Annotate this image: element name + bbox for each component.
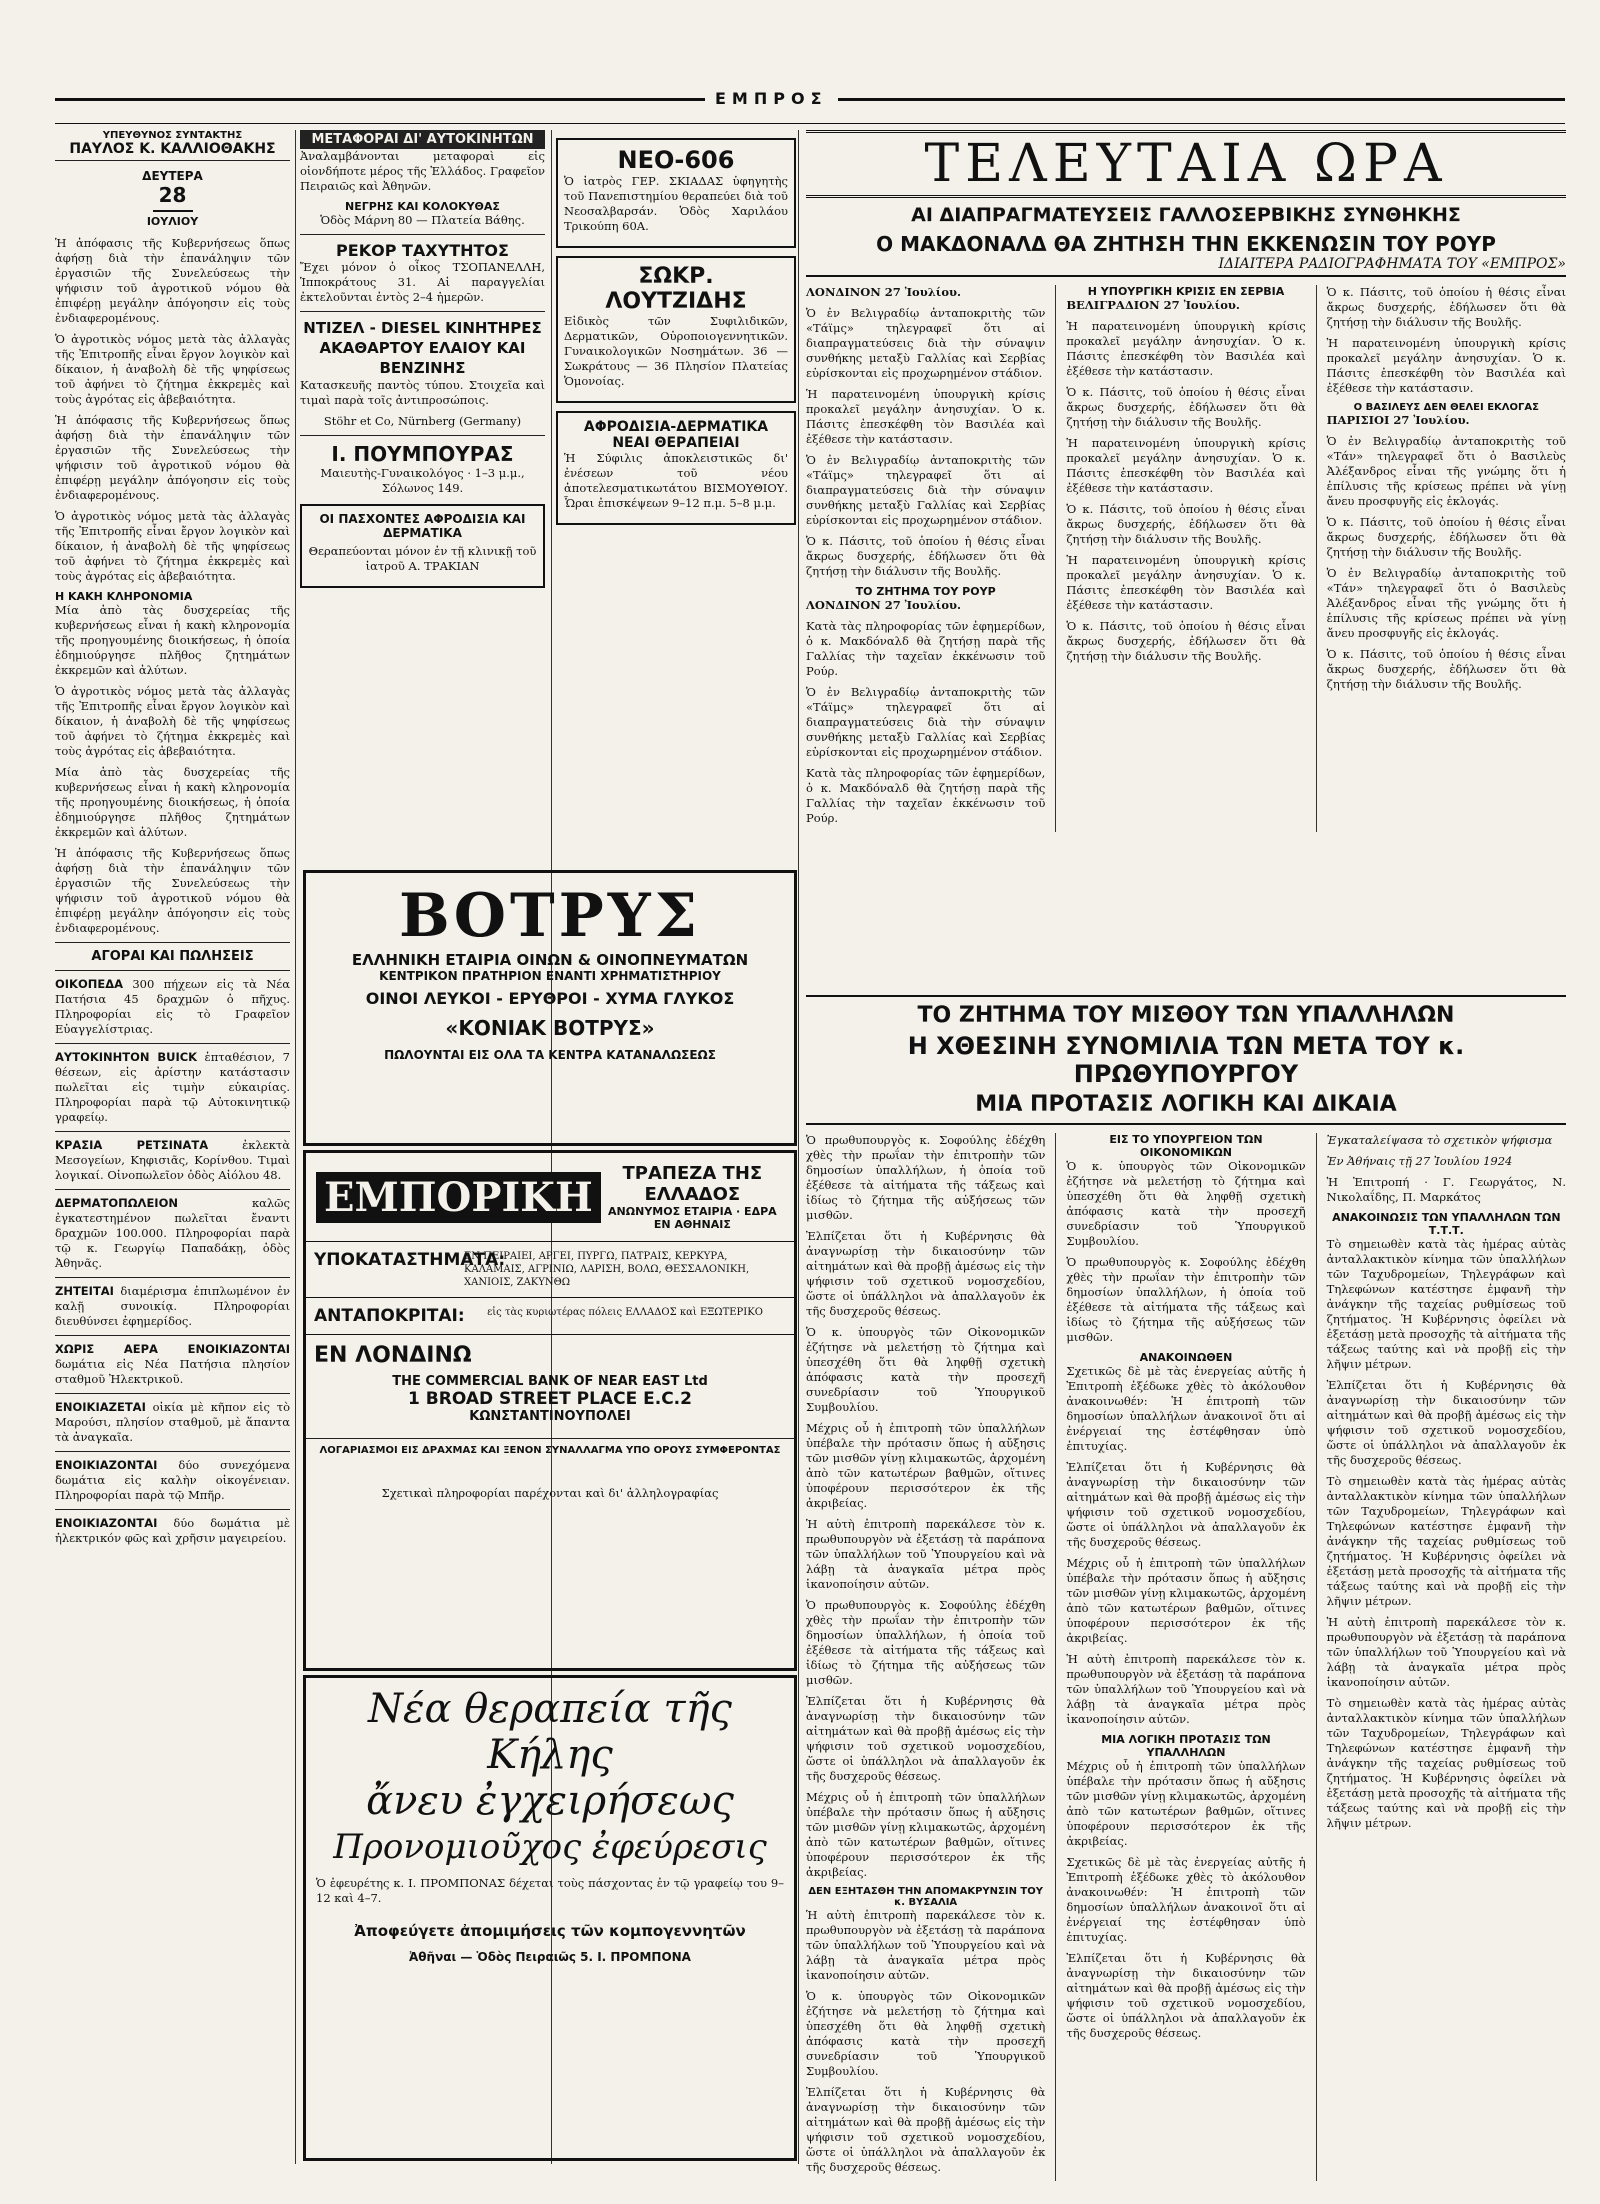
news-paragraph: Ὁ κ. Πάσιτς, τοῦ ὁποίου ἡ θέσις εἶναι ἄκρως δυσχερής, ἐδήλωσεν ὅτι θὰ ζητήσῃ τὴν διάλυσιν τῆς Βουλῆς.	[1066, 385, 1306, 429]
news-paragraph: Ὁ κ. Πάσιτς, τοῦ ὁποίου ἡ θέσις εἶναι ἄκρως δυσχερής, ἐδήλωσεν ὅτι θὰ ζητήσῃ τὴν διάλυσιν τῆς Βουλῆς.	[806, 534, 1046, 578]
ad-text: ΛΟΓΑΡΙΑΣΜΟΙ ΕΙΣ ΔΡΑΧΜΑΣ ΚΑΙ ΞΕΝΟΝ ΣΥΝΑΛΛΑΓΜΑ ΥΠΟ ΟΡΟΥΣ ΣΥΜΦΕΡΟΝΤΑΣ	[319, 1445, 781, 1456]
headline: ΑΙ ΔΙΑΠΡΑΓΜΑΤΕΥΣΕΙΣ ΓΑΛΛΟΣΕΡΒΙΚΗΣ ΣΥΝΘΗΚΗΣ	[911, 204, 1461, 226]
column-ads-right	[556, 130, 796, 850]
news-paragraph: Σχετικῶς δὲ μὲ τὰς ἐνεργείας αὐτῆς ἡ Ἐπιτροπὴ ἐξέδωκε χθὲς τὸ ἀκόλουθον ἀνακοινωθέν: Ἡ ἐπιτροπὴ τῶν δημοσίων ὑπαλλήλων ἀνακοινοῖ ὅτι αἱ ἐνέργειαί της ἐστέφθησαν ὑπὸ ἐπιτυχίας.	[1066, 1364, 1306, 1453]
ad-box	[556, 138, 796, 248]
classified-ad-text: ἐκλεκτὰ Μεσογείων, Κηφισιᾶς, Κορίνθου. Τιμαὶ λογικαί. Οἰνοπωλεῖον ὁδὸς Αἰόλου 48.	[55, 1138, 291, 1182]
classified-ad-heading: ΕΝΟΙΚΙΑΖΟΝΤΑΙ	[55, 1516, 158, 1530]
dateline: ΠΑΡΙΣΙΟΙ 27 Ἰουλίου.	[1326, 413, 1470, 427]
news-paragraph: Ὁ κ. Πάσιτς, τοῦ ὁποίου ἡ θέσις εἶναι ἄκρως δυσχερής, ἐδήλωσεν ὅτι θὰ ζητήσῃ τὴν διάλυσιν τῆς Βουλῆς.	[1326, 515, 1566, 559]
news-column	[806, 1133, 1045, 2181]
ad-heading: Ἀποφεύγετε ἀπομιμήσεις τῶν κομπογεννητῶν	[354, 1922, 746, 1940]
news-paragraph: Κατὰ τὰς πληροφορίας τῶν ἐφημερίδων, ὁ κ. Μακδόναλδ θὰ ζητήσῃ παρὰ τῆς Γαλλίας τὴν ταχεῖαν ἐκκένωσιν τοῦ Ρούρ.	[806, 619, 1046, 678]
news-paragraph: Ὁ κ. ὑπουργὸς τῶν Οἰκονομικῶν ἐζήτησε νὰ μελετήσῃ τὸ ζήτημα καὶ ὑπεσχέθη ὅτι θὰ ληφθῇ σχετικὴ ἀπόφασις κατὰ τὴν προσεχῆ συνεδρίασιν τοῦ Ὑπουργικοῦ Συμβουλίου.	[806, 1989, 1046, 2078]
date-divider	[153, 210, 193, 212]
ad-heading: ΤΡΑΠΕΖΑ ΤΗΣ ΕΛΛΑΔΟΣ	[622, 1163, 763, 1205]
ad-text: Σχετικαὶ πληροφορίαι παρέχονται καὶ δι' ἀλληλογραφίας	[381, 1486, 719, 1500]
ad-box	[303, 1675, 797, 2161]
news-column	[1327, 285, 1566, 832]
ad-text: ΠΩΛΟΥΝΤΑΙ ΕΙΣ ΟΛΑ ΤΑ ΚΕΝΤΡΑ ΚΑΤΑΝΑΛΩΣΕΩΣ	[384, 1048, 716, 1062]
divider	[55, 970, 290, 971]
editorial-paragraph: Μία ἀπὸ τὰς δυσχερείας τῆς κυβερνήσεως εἶναι ἡ κακὴ κληρονομία τῆς προηγουμένης διοικήσεως, ἡ ὁποία ἐδημιούργησε πλῆθος ζητημάτων ἐκκρεμῶν καὶ ἀλύτων.	[55, 603, 290, 677]
news-paragraph: Ὁ ἐν Βελιγραδίῳ ἀνταποκριτὴς τῶν «Τάϊμς» τηλεγραφεῖ ὅτι αἱ διαπραγματεύσεις διὰ τὴν σύναψιν συνθήκης μεταξὺ Γαλλίας καὶ Σερβίας εὑρίσκονται εἰς προχωρημένον στάδιον.	[806, 453, 1046, 527]
ad-text: Μαιευτὴς-Γυναικολόγος · 1–3 μ.μ., Σόλωνος 149.	[320, 466, 525, 495]
classified-ad	[55, 1284, 290, 1329]
divider	[300, 234, 545, 235]
news-paragraph: Ὁ κ. ὑπουργὸς τῶν Οἰκονομικῶν ἐζήτησε νὰ μελετήσῃ τὸ ζήτημα καὶ ὑπεσχέθη ὅτι θὰ ληφθῇ σχετικὴ ἀπόφασις κατὰ τὴν προσεχῆ συνεδρίασιν τοῦ Ὑπουργικοῦ Συμβουλίου.	[806, 1325, 1046, 1414]
bank-branches	[306, 1242, 794, 1298]
classified-ad-text: 300 πήχεων εἰς τὰ Νέα Πατήσια 45 δραχμῶν ὁ πῆχυς. Πληροφορίαι εἰς τὸ Γραφεῖον Εὐαγγελίστριας.	[55, 977, 291, 1036]
ad-heading: ἄνευ ἐγχειρήσεως	[366, 1778, 734, 1824]
editorial-paragraph: Ὁ ἀγροτικὸς νόμος μετὰ τὰς ἀλλαγὰς τῆς Ἐπιτροπῆς εἶναι ἔργον λογικὸν καὶ δίκαιον, ἡ ἀναβολὴ δὲ τῆς ψηφίσεως τοῦ ἀφήνει τὸ ζήτημα ἐκκρεμὲς καὶ τοὺς ἀγρότας εἰς ἀβεβαιότητα.	[55, 509, 290, 583]
news-paragraph: Ὁ κ. Πάσιτς, τοῦ ὁποίου ἡ θέσις εἶναι ἄκρως δυσχερής, ἐδήλωσεν ὅτι θὰ ζητήσῃ τὴν διάλυσιν τῆς Βουλῆς.	[1326, 647, 1566, 691]
ad-heading: ΕΝ ΛΟΝΔΙΝΩ	[314, 1343, 472, 1368]
ad-text: Ἔχει μόνον ὁ οἶκος ΤΣΟΠΑΝΕΛΛΗ, Ἱπποκράτους 31. Αἱ παραγγελίαι ἐκτελοῦνται ἐντὸς 2–4 ἡμερῶν.	[300, 260, 545, 304]
ad-text: Θεραπεύονται μόνον ἐν τῇ κλινικῇ τοῦ ἰατροῦ Α. ΤΡΑΚΙΑΝ	[308, 544, 537, 573]
classified-ad	[55, 1516, 290, 1546]
classified-ad-heading: ΕΝΟΙΚΙΑΖΟΝΤΑΙ	[55, 1458, 158, 1472]
ad-text: ΑΝΩΝΥΜΟΣ ΕΤΑΙΡΙΑ · ΕΔΡΑ ΕΝ ΑΘΗΝΑΙΣ	[608, 1205, 777, 1231]
news-paragraph: Ἐγκαταλείψασα τὸ σχετικὸν ψήφισμα	[1326, 1133, 1553, 1147]
ad-heading: ΟΙ ΠΑΣΧΟΝΤΕΣ ΑΦΡΟΔΙΣΙΑ ΚΑΙ ΔΕΡΜΑΤΙΚΑ	[319, 512, 526, 540]
column-rule	[798, 130, 799, 2164]
headline: ΤΟ ΖΗΤΗΜΑ ΤΟΥ ΜΙΣΘΟΥ ΤΩΝ ΥΠΑΛΛΗΛΩΝ	[917, 1003, 1455, 1028]
ad-text: ΚΩΝΣΤΑΝΤΙΝΟΥΠΟΛΕΙ	[469, 1409, 631, 1424]
headline: ΜΙΑ ΠΡΟΤΑΣΙΣ ΛΟΓΙΚΗ ΚΑΙ ΔΙΚΑΙΑ	[806, 1092, 1566, 1125]
classified-ad-text: ἑπταθέσιον, 7 θέσεων, εἰς ἀρίστην κατάστασιν πωλεῖται εἰς τιμὴν εὐκαιρίας. Πληροφορίαι παρὰ τῷ Αὐτοκινητικῷ γραφείῳ.	[55, 1050, 290, 1124]
salary-section	[806, 995, 1566, 2174]
news-paragraph: Ὁ κ. Πάσιτς, τοῦ ὁποίου ἡ θέσις εἶναι ἄκρως δυσχερής, ἐδήλωσεν ὅτι θὰ ζητήσῃ τὴν διάλυσιν τῆς Βουλῆς.	[1066, 502, 1306, 546]
ad-heading: ΝΤΙΖΕΛ - DIESEL ΚΙΝΗΤΗΡΕΣ ΑΚΑΘΑΡΤΟΥ ΕΛΑΙΟΥ ΚΑΙ ΒΕΝΖΙΝΗΣ	[303, 319, 542, 377]
news-paragraph: Ὁ κ. Πάσιτς, τοῦ ὁποίου ἡ θέσις εἶναι ἄκρως δυσχερής, ἐδήλωσεν ὅτι θὰ ζητήσῃ τὴν διάλυσιν τῆς Βουλῆς.	[1326, 285, 1566, 329]
classified-ad	[55, 1458, 290, 1503]
news-paragraph: Ἡ Ἐπιτροπή · Γ. Γεωργάτος, Ν. Νικολαΐδης, Π. Μαρκάτος	[1326, 1175, 1566, 1204]
news-paragraph: Μέχρις οὗ ἡ ἐπιτροπὴ τῶν ὑπαλλήλων ὑπέβαλε τὴν πρότασιν ὅπως ἡ αὔξησις τῶν μισθῶν γίνῃ κλιμακωτῶς, ἀρχομένη ἀπὸ τῶν κατωτέρων βαθμῶν, οἵτινες ὑποφέρουν περισσότερον ἐκ τῆς ἀκριβείας.	[1066, 1759, 1306, 1848]
bank-title	[601, 1163, 784, 1231]
ad-heading: ΜΕΤΑΦΟΡΑΙ ΔΙ' ΑΥΤΟΚΙΝΗΤΩΝ	[300, 130, 545, 149]
section-title: ΤΕΛΕΥΤΑΙΑ ΩΡΑ	[806, 130, 1566, 198]
ad-text: 1 BROAD STREET PLACE E.C.2	[408, 1389, 692, 1409]
ad-text: THE COMMERCIAL BANK OF NEAR EAST Ltd	[392, 1374, 708, 1389]
divider	[55, 942, 290, 943]
divider	[55, 1451, 290, 1452]
classified-ad-heading: ΕΝΟΙΚΙΑΖΕΤΑΙ	[55, 1400, 146, 1414]
news-column	[1066, 285, 1305, 832]
news-column	[806, 285, 1045, 832]
bank-agents	[306, 1298, 794, 1335]
section-heading: ΑΝΑΚΟΙΝΩΘΕΝ	[1139, 1351, 1233, 1364]
divider	[55, 1043, 290, 1044]
issue-month: ΙΟΥΛΙΟΥ	[146, 215, 199, 228]
ad-text: Ἀθῆναι — Ὁδὸς Πειραιῶς 5. Ι. ΠΡΟΜΠΟΝΑ	[409, 1950, 691, 1964]
ad-box	[556, 256, 796, 403]
ad-text: Κατασκευῆς παντὸς τύπου. Στοιχεῖα καὶ τιμαὶ παρὰ τοῖς ἀντιπροσώποις.	[300, 378, 545, 407]
section-heading: ΤΟ ΖΗΤΗΜΑ ΤΟΥ ΡΟΥΡ	[855, 585, 996, 598]
column-editorial	[55, 130, 290, 2164]
classified-ad-heading: ΟΙΚΟΠΕΔΑ	[55, 977, 124, 991]
news-paragraph: Ὁ κ. ὑπουργὸς τῶν Οἰκονομικῶν ἐζήτησε νὰ μελετήσῃ τὸ ζήτημα καὶ ὑπεσχέθη ὅτι θὰ ληφθῇ σχετικὴ ἀπόφασις κατὰ τὴν προσεχῆ συνεδρίασιν τοῦ Ὑπουργικοῦ Συμβουλίου.	[1066, 1159, 1306, 1248]
classified-ad-heading: ΔΕΡΜΑΤΟΠΩΛΕΙΟΝ	[55, 1196, 178, 1210]
ad-heading: Ι. ΠΟΥΜΠΟΥΡΑΣ	[331, 442, 514, 466]
ad-heading: ΕΛΛΗΝΙΚΗ ΕΤΑΙΡΙΑ ΟΙΝΩΝ & ΟΙΝΟΠΝΕΥΜΑΤΩΝ	[351, 951, 749, 969]
news-paragraph: Ὁ πρωθυπουργὸς κ. Σοφούλης ἐδέχθη χθὲς τὴν πρωΐαν τὴν ἐπιτροπὴν τῶν δημοσίων ὑπαλλήλων, ἡ ὁποία τοῦ ἐξέθεσε τὰ αἰτήματα τῆς τάξεως καὶ ἰδίως τὸ ζήτημα τῆς αὐξήσεως τῶν μισθῶν.	[1066, 1255, 1306, 1344]
column-rule	[1316, 1133, 1317, 2181]
news-paragraph: Ἡ αὐτὴ ἐπιτροπὴ παρεκάλεσε τὸν κ. πρωθυπουργὸν νὰ ἐξετάσῃ τὰ παράπονα τῶν ὑπαλλήλων τοῦ Ὑπουργείου καὶ νὰ λάβῃ τὰ ἀναγκαῖα μέτρα πρὸς ἱκανοποίησιν αὐτῶν.	[806, 1517, 1046, 1591]
column-rule	[1316, 285, 1317, 832]
classified-ad-text: δωμάτια εἰς Νέα Πατήσια πλησίον σταθμοῦ Ἠλεκτρικοῦ.	[55, 1357, 290, 1386]
subheadline: ΙΔΙΑΙΤΕΡΑ ΡΑΔΙΟΓΡΑΦΗΜΑΤΑ ΤΟΥ «ΕΜΠΡΟΣ»	[806, 256, 1566, 277]
news-paragraph: Ἡ παρατεινομένη ὑπουργικὴ κρίσις προκαλεῖ μεγάλην ἀνησυχίαν. Ὁ κ. Πάσιτς ἐπεσκέφθη τὸν Βασιλέα καὶ ἐξέθεσε τὴν κατάστασιν.	[1066, 553, 1306, 612]
news-paragraph: Ἐλπίζεται ὅτι ἡ Κυβέρνησις θὰ ἀναγνωρίσῃ τὴν δικαιοσύνην τῶν αἰτημάτων καὶ θὰ προβῇ ἀμέσως εἰς τὴν ψήφισιν τοῦ σχετικοῦ νομοσχεδίου, ὥστε οἱ ὑπάλληλοι νὰ ἀπαλλαγοῦν ἐκ τῆς δυσχεροῦς θέσεως.	[1326, 1378, 1566, 1467]
ad-heading: ΣΩΚΡ. ΛΟΥΤΖΙΔΗΣ	[605, 264, 747, 314]
ad-heading: ΑΝΤΑΠΟΚΡΙΤΑΙ:	[314, 1306, 465, 1326]
classified-ad	[55, 1138, 290, 1183]
news-paragraph: Τὸ σημειωθὲν κατὰ τὰς ἡμέρας αὐτὰς ἀνταλλακτικὸν κίνημα τῶν ὑπαλλήλων τῶν Ταχυδρομείων, Τηλεγράφων καὶ Τηλεφώνων κατέστησε ἐμφανῆ τὴν ἀνάγκην τῆς ταχείας ρυθμίσεως τοῦ ζητήματος. Ἡ Κυβέρνησις ὀφείλει νὰ ἐξετάσῃ μετὰ προσοχῆς τὰ αἰτήματα τῆς τάξεως ταύτης καὶ νὰ προβῇ εἰς τὴν λῆψιν μέτρων.	[1326, 1696, 1566, 1830]
classified-ad-text: οἰκία μὲ κῆπον εἰς τὸ Μαρούσι, πλησίον σταθμοῦ, μὲ ἅπαντα τὰ ἀναγκαῖα.	[55, 1400, 291, 1444]
classified-ad-text: δύο συνεχόμενα δωμάτια εἰς καλὴν οἰκογένειαν. Πληροφορίαι παρὰ τῷ Μπῆρ.	[55, 1458, 290, 1502]
news-paragraph: Σχετικῶς δὲ μὲ τὰς ἐνεργείας αὐτῆς ἡ Ἐπιτροπὴ ἐξέδωκε χθὲς τὸ ἀκόλουθον ἀνακοινωθέν: Ἡ ἐπιτροπὴ τῶν δημοσίων ὑπαλλήλων ἀνακοινοῖ ὅτι αἱ ἐνέργειαί της ἐστέφθησαν ὑπὸ ἐπιτυχίας.	[1066, 1855, 1306, 1944]
news-paragraph: Ἡ παρατεινομένη ὑπουργικὴ κρίσις προκαλεῖ μεγάλην ἀνησυχίαν. Ὁ κ. Πάσιτς ἐπεσκέφθη τὸν Βασιλέα καὶ ἐξέθεσε τὴν κατάστασιν.	[1326, 336, 1566, 395]
classified-ad	[55, 977, 290, 1037]
ad-box	[303, 870, 797, 1146]
news-paragraph: Τὸ σημειωθὲν κατὰ τὰς ἡμέρας αὐτὰς ἀνταλλακτικὸν κίνημα τῶν ὑπαλλήλων τῶν Ταχυδρομείων, Τηλεγράφων καὶ Τηλεφώνων κατέστησε ἐμφανῆ τὴν ἀνάγκην τῆς ταχείας ρυθμίσεως τοῦ ζητήματος. Ἡ Κυβέρνησις ὀφείλει νὰ ἐξετάσῃ μετὰ προσοχῆς τὰ αἰτήματα τῆς τάξεως ταύτης καὶ νὰ προβῇ εἰς τὴν λῆψιν μέτρων.	[1326, 1474, 1566, 1608]
ad-heading: Προνομιοῦχος ἐφεύρεσις	[333, 1827, 767, 1867]
ad-heading: Νέα θεραπεία τῆς Κήλης	[368, 1686, 732, 1778]
divider	[300, 311, 545, 312]
dateline: ΒΕΛΙΓΡΑΔΙΟΝ 27 Ἰουλίου.	[1066, 298, 1240, 312]
news-paragraph: Ἐλπίζεται ὅτι ἡ Κυβέρνησις θὰ ἀναγνωρίσῃ τὴν δικαιοσύνην τῶν αἰτημάτων καὶ θὰ προβῇ ἀμέσως εἰς τὴν ψήφισιν τοῦ σχετικοῦ νομοσχεδίου, ὥστε οἱ ὑπάλληλοι νὰ ἀπαλλαγοῦν ἐκ τῆς δυσχεροῦς θέσεως.	[1066, 1460, 1306, 1549]
divider	[55, 1335, 290, 1336]
news-paragraph: Ἐλπίζεται ὅτι ἡ Κυβέρνησις θὰ ἀναγνωρίσῃ τὴν δικαιοσύνην τῶν αἰτημάτων καὶ θὰ προβῇ ἀμέσως εἰς τὴν ψήφισιν τοῦ σχετικοῦ νομοσχεδίου, ὥστε οἱ ὑπάλληλοι νὰ ἀπαλλαγοῦν ἐκ τῆς δυσχεροῦς θέσεως.	[806, 2085, 1046, 2174]
divider	[55, 1131, 290, 1132]
bank-london	[306, 1335, 794, 1432]
news-paragraph: Τὸ σημειωθὲν κατὰ τὰς ἡμέρας αὐτὰς ἀνταλλακτικὸν κίνημα τῶν ὑπαλλήλων τῶν Ταχυδρομείων, Τηλεγράφων καὶ Τηλεφώνων κατέστησε ἐμφανῆ τὴν ἀνάγκην τῆς ταχείας ρυθμίσεως τοῦ ζητήματος. Ἡ Κυβέρνησις ὀφείλει νὰ ἐξετάσῃ μετὰ προσοχῆς τὰ αἰτήματα τῆς τάξεως ταύτης καὶ νὰ προβῇ εἰς τὴν λῆψιν μέτρων.	[1326, 1237, 1566, 1371]
news-paragraph: Ἐλπίζεται ὅτι ἡ Κυβέρνησις θὰ ἀναγνωρίσῃ τὴν δικαιοσύνην τῶν αἰτημάτων καὶ θὰ προβῇ ἀμέσως εἰς τὴν ψήφισιν τοῦ σχετικοῦ νομοσχεδίου, ὥστε οἱ ὑπάλληλοι νὰ ἀπαλλαγοῦν ἐκ τῆς δυσχεροῦς θέσεως.	[806, 1694, 1046, 1783]
divider	[306, 1438, 794, 1439]
news-paragraph: Ἡ αὐτὴ ἐπιτροπὴ παρεκάλεσε τὸν κ. πρωθυπουργὸν νὰ ἐξετάσῃ τὰ παράπονα τῶν ὑπαλλήλων τοῦ Ὑπουργείου καὶ νὰ λάβῃ τὰ ἀναγκαῖα μέτρα πρὸς ἱκανοποίησιν αὐτῶν.	[806, 1908, 1046, 1982]
news-paragraph: Ἡ παρατεινομένη ὑπουργικὴ κρίσις προκαλεῖ μεγάλην ἀνησυχίαν. Ὁ κ. Πάσιτς ἐπεσκέφθη τὸν Βασιλέα καὶ ἐξέθεσε τὴν κατάστασιν.	[1066, 436, 1306, 495]
classified-ad-text: διαμέρισμα ἐπιπλωμένον ἐν καλῇ συνοικίᾳ. Πληροφορίαι διευθύνσει ἐφημερίδος.	[55, 1284, 290, 1328]
column-rule	[295, 130, 296, 2164]
classified-ad	[55, 1342, 290, 1387]
news-paragraph: Ἡ παρατεινομένη ὑπουργικὴ κρίσις προκαλεῖ μεγάλην ἀνησυχίαν. Ὁ κ. Πάσιτς ἐπεσκέφθη τὸν Βασιλέα καὶ ἐξέθεσε τὴν κατάστασιν.	[1066, 319, 1306, 378]
ad-text: Ὁ ἰατρὸς ΓΕΡ. ΣΚΙΑΔΑΣ ὑφηγητὴς τοῦ Πανεπιστημίου θεραπεύει διὰ τοῦ Νεοσαλβαρσάν. Ὁδὸς Χαριλάου Τρικούπη 60Α.	[564, 174, 788, 233]
classified-ad	[55, 1050, 290, 1125]
ad-text: Ἀναλαμβάνονται μεταφοραὶ εἰς οἱονδήποτε μέρος τῆς Ἑλλάδος. Γραφεῖον Πειραιῶς καὶ Ἀθηνῶν.	[300, 149, 545, 193]
classified-ad	[55, 1196, 290, 1271]
ad-text: Stöhr et Co, Nürnberg (Germany)	[323, 414, 522, 428]
issue-day: ΔΕΥΤΕΡΑ	[142, 169, 203, 183]
headline: Η ΧΘΕΣΙΝΗ ΣΥΝΟΜΙΛΙΑ ΤΩΝ ΜΕΤΑ ΤΟΥ κ. ΠΡΩΘΥΠΟΥΡΓΟΥ	[907, 1032, 1465, 1088]
news-paragraph: Ἡ αὐτὴ ἐπιτροπὴ παρεκάλεσε τὸν κ. πρωθυπουργὸν νὰ ἐξετάσῃ τὰ παράπονα τῶν ὑπαλλήλων τοῦ Ὑπουργείου καὶ νὰ λάβῃ τὰ ἀναγκαῖα μέτρα πρὸς ἱκανοποίησιν αὐτῶν.	[1066, 1652, 1306, 1726]
news-paragraph: Ἡ παρατεινομένη ὑπουργικὴ κρίσις προκαλεῖ μεγάλην ἀνησυχίαν. Ὁ κ. Πάσιτς ἐπεσκέφθη τὸν Βασιλέα καὶ ἐξέθεσε τὴν κατάστασιν.	[806, 387, 1046, 446]
section-heading: ΕΙΣ ΤΟ ΥΠΟΥΡΓΕΙΟΝ ΤΩΝ ΟΙΚΟΝΟΜΙΚΩΝ	[1109, 1133, 1263, 1159]
divider	[300, 435, 545, 436]
news-column	[1066, 1133, 1305, 2181]
editorial-paragraph: Ἡ ἀπόφασις τῆς Κυβερνήσεως ὅπως ἀφήσῃ διὰ τὴν ἐπανάληψιν τῶν ἐργασιῶν τῆς Συνελεύσεως τὴν ψήφισιν τοῦ ἀγροτικοῦ νόμου θὰ ἐπιφέρῃ μεγάλην ἀπόγοησιν εἰς τοὺς ἐνδιαφερομένους.	[55, 236, 290, 325]
ad-heading: ΕΜΠΟΡΙΚΗ	[316, 1172, 601, 1223]
news-column	[1327, 1133, 1566, 2181]
news-paragraph: Ὁ πρωθυπουργὸς κ. Σοφούλης ἐδέχθη χθὲς τὴν πρωΐαν τὴν ἐπιτροπὴν τῶν δημοσίων ὑπαλλήλων, ἡ ὁποία τοῦ ἐξέθεσε τὰ αἰτήματα τῆς τάξεως καὶ ἰδίως τὸ ζήτημα τῆς αὐξήσεως τῶν μισθῶν.	[806, 1133, 1046, 1222]
news-paragraph: Ὁ ἐν Βελιγραδίῳ ἀνταποκριτὴς τῶν «Τάϊμς» τηλεγραφεῖ ὅτι αἱ διαπραγματεύσεις διὰ τὴν σύναψιν συνθήκης μεταξὺ Γαλλίας καὶ Σερβίας εὑρίσκονται εἰς προχωρημένον στάδιον.	[806, 306, 1046, 380]
news-paragraph: Ὁ ἐν Βελιγραδίῳ ἀνταποκριτὴς τῶν «Τάϊμς» τηλεγραφεῖ ὅτι αἱ διαπραγματεύσεις διὰ τὴν σύναψιν συνθήκης μεταξὺ Γαλλίας καὶ Σερβίας εὑρίσκονται εἰς προχωρημένον στάδιον.	[806, 685, 1046, 759]
news-columns	[806, 285, 1566, 832]
dateline: ΛΟΝΔΙΝΟΝ 27 Ἰουλίου.	[806, 598, 961, 612]
ad-heading: ΥΠΟΚΑΤΑΣΤΗΜΑΤΑ:	[314, 1250, 506, 1270]
editor-name: ΠΑΥΛΟΣ Κ. ΚΑΛΛΙΟΘΑΚΗΣ	[55, 141, 290, 161]
column-rule	[1055, 1133, 1056, 2181]
section-heading: Η ΚΑΚΗ ΚΛΗΡΟΝΟΜΙΑ	[55, 590, 193, 603]
classified-ad-text: καλῶς ἐγκατεστημένον πωλεῖται ἔναντι δραχμῶν 100.000. Πληροφορίαι παρὰ τῷ κ. Γεωργίῳ Παπαδάκῃ, ὁδὸς Ἀθηνᾶς.	[55, 1196, 290, 1270]
news-paragraph: Ἡ αὐτὴ ἐπιτροπὴ παρεκάλεσε τὸν κ. πρωθυπουργὸν νὰ ἐξετάσῃ τὰ παράπονα τῶν ὑπαλλήλων τοῦ Ὑπουργείου καὶ νὰ λάβῃ τὰ ἀναγκαῖα μέτρα πρὸς ἱκανοποίησιν αὐτῶν.	[1326, 1615, 1566, 1689]
news-paragraph: Ὁ κ. Πάσιτς, τοῦ ὁποίου ἡ θέσις εἶναι ἄκρως δυσχερής, ἐδήλωσεν ὅτι θὰ ζητήσῃ τὴν διάλυσιν τῆς Βουλῆς.	[1066, 619, 1306, 663]
news-columns	[806, 1133, 1566, 2181]
ad-text: ΕΝ ΠΕΙΡΑΙΕΙ, ΑΡΓΕΙ, ΠΥΡΓΩ, ΠΑΤΡΑΙΣ, ΚΕΡΚΥΡΑ, ΚΑΛΑΜΑΙΣ, ΑΓΡΙΝΙΩ, ΛΑΡΙΣΗ, ΒΟΛΩ, ΘΕΣΣΑΛΟΝΙΚΗ, ΧΑΝΙΟΙΣ, ΖΑΚΥΝΘΩ	[464, 1251, 750, 1288]
news-paragraph: Μέχρις οὗ ἡ ἐπιτροπὴ τῶν ὑπαλλήλων ὑπέβαλε τὴν πρότασιν ὅπως ἡ αὔξησις τῶν μισθῶν γίνῃ κλιμακωτῶς, ἀρχομένη ἀπὸ τῶν κατωτέρων βαθμῶν, οἵτινες ὑποφέρουν περισσότερον ἐκ τῆς ἀκριβείας.	[806, 1790, 1046, 1879]
editor-title: ΥΠΕΥΘΥΝΟΣ ΣΥΝΤΑΚΤΗΣ	[102, 130, 243, 141]
ad-box	[556, 411, 796, 525]
divider	[55, 1393, 290, 1394]
ad-heading: ΒΟΤΡΥΣ	[399, 881, 701, 951]
classified-ad	[55, 1400, 290, 1445]
ad-text: Ὁδὸς Μάρνη 80 — Πλατεία Βάθης.	[320, 213, 525, 227]
ad-heading: ΝΕΓΡΗΣ ΚΑΙ ΚΟΛΟΚΥΘΑΣ	[345, 200, 500, 213]
ad-box	[303, 1150, 797, 1671]
divider	[55, 1189, 290, 1190]
editorial-paragraph: Μία ἀπὸ τὰς δυσχερείας τῆς κυβερνήσεως εἶναι ἡ κακὴ κληρονομία τῆς προηγουμένης διοικήσεως, ἡ ὁποία ἐδημιούργησε πλῆθος ζητημάτων ἐκκρεμῶν καὶ ἀλύτων.	[55, 765, 290, 839]
editorial-paragraph: Ὁ ἀγροτικὸς νόμος μετὰ τὰς ἀλλαγὰς τῆς Ἐπιτροπῆς εἶναι ἔργον λογικὸν καὶ δίκαιον, ἡ ἀναβολὴ δὲ τῆς ψηφίσεως τοῦ ἀφήνει τὸ ζήτημα ἐκκρεμὲς καὶ τοὺς ἀγρότας εἰς ἀβεβαιότητα.	[55, 684, 290, 758]
editorial-paragraph: Ἡ ἀπόφασις τῆς Κυβερνήσεως ὅπως ἀφήσῃ διὰ τὴν ἐπανάληψιν τῶν ἐργασιῶν τῆς Συνελεύσεως τὴν ψήφισιν τοῦ ἀγροτικοῦ νόμου θὰ ἐπιφέρῃ μεγάλην ἀπόγοησιν εἰς τοὺς ἐνδιαφερομένους.	[55, 846, 290, 935]
section-heading: ΔΕΝ ΕΞΗΤΑΣΘΗ ΤΗΝ ΑΠΟΜΑΚΡΥΝΣΙΝ ΤΟΥ κ. ΒΥΣΑΛΙΑ	[808, 1886, 1043, 1908]
section-heading: ΑΝΑΚΟΙΝΩΣΙΣ ΤΩΝ ΥΠΑΛΛΗΛΩΝ ΤΩΝ Τ.Τ.Τ.	[1332, 1211, 1561, 1237]
news-paragraph: Ἐλπίζεται ὅτι ἡ Κυβέρνησις θὰ ἀναγνωρίσῃ τὴν δικαιοσύνην τῶν αἰτημάτων καὶ θὰ προβῇ ἀμέσως εἰς τὴν ψήφισιν τοῦ σχετικοῦ νομοσχεδίου, ὥστε οἱ ὑπάλληλοι νὰ ἀπαλλαγοῦν ἐκ τῆς δυσχεροῦς θέσεως.	[1066, 1951, 1306, 2040]
last-hour-section	[806, 130, 1566, 980]
issue-date: 28	[158, 183, 187, 207]
column-rule	[1055, 285, 1056, 832]
news-paragraph: Ἐν Ἀθήναις τῇ 27 Ἰουλίου 1924	[1326, 1154, 1513, 1168]
news-paragraph: Ὁ ἐν Βελιγραδίῳ ἀνταποκριτὴς τοῦ «Τάν» τηλεγραφεῖ ὅτι ὁ Βασιλεὺς Ἀλέξανδρος εἶναι τῆς γνώμης ὅτι ἡ ἐπίλυσις τῆς κρίσεως πρέπει νὰ γίνῃ ἄνευ προσφυγῆς εἰς ἐκλογάς.	[1326, 566, 1566, 640]
ad-text: εἰς τὰς κυριωτέρας πόλεις ΕΛΛΑΔΟΣ καὶ ΕΞΩΤΕΡΙΚΟ	[487, 1307, 763, 1318]
classified-ad-heading: ΑΥΤΟΚΙΝΗΤΟΝ BUICK	[55, 1050, 198, 1064]
news-paragraph: Ὁ ἐν Βελιγραδίῳ ἀνταποκριτὴς τοῦ «Τάν» τηλεγραφεῖ ὅτι ὁ Βασιλεὺς Ἀλέξανδρος εἶναι τῆς γνώμης ὅτι ἡ ἐπίλυσις τῆς κρίσεως πρέπει νὰ γίνῃ ἄνευ προσφυγῆς εἰς ἐκλογάς.	[1326, 434, 1566, 508]
dateline: ΛΟΝΔΙΝΟΝ 27 Ἰουλίου.	[806, 285, 961, 299]
editorial-paragraph: Ὁ ἀγροτικὸς νόμος μετὰ τὰς ἀλλαγὰς τῆς Ἐπιτροπῆς εἶναι ἔργον λογικὸν καὶ δίκαιον, ἡ ἀναβολὴ δὲ τῆς ψηφίσεως τοῦ ἀφήνει τὸ ζήτημα ἐκκρεμὲς καὶ τοὺς ἀγρότας εἰς ἀβεβαιότητα.	[55, 332, 290, 406]
bank-header	[306, 1153, 794, 1242]
ad-heading: ΝΕΟ-606	[617, 146, 735, 174]
ad-text: Εἰδικὸς τῶν Συφιλιδικῶν, Δερματικῶν, Οὐροποιογεννητικῶν. Γυναικολογικῶν Νοσημάτων. 36 — Σωκράτους — 36 Πλησίον Πλατείας Ὁμονοίας.	[564, 314, 788, 388]
section-heading: Η ΥΠΟΥΡΓΙΚΗ ΚΡΙΣΙΣ ΕΝ ΣΕΡΒΙΑ	[1087, 285, 1285, 298]
ad-heading: «ΚΟΝΙΑΚ ΒΟΤΡΥΣ»	[445, 1016, 655, 1040]
ad-heading: ΟΙΝΟΙ ΛΕΥΚΟΙ - ΕΡΥΘΡΟΙ - ΧΥΜΑ ΓΛΥΚΟΣ	[365, 989, 735, 1008]
editorial-paragraph: Ἡ ἀπόφασις τῆς Κυβερνήσεως ὅπως ἀφήσῃ διὰ τὴν ἐπανάληψιν τῶν ἐργασιῶν τῆς Συνελεύσεως τὴν ψήφισιν τοῦ ἀγροτικοῦ νόμου θὰ ἐπιφέρῃ μεγάλην ἀπόγοησιν εἰς τοὺς ἐνδιαφερομένους.	[55, 413, 290, 502]
news-paragraph: Ἐλπίζεται ὅτι ἡ Κυβέρνησις θὰ ἀναγνωρίσῃ τὴν δικαιοσύνην τῶν αἰτημάτων καὶ θὰ προβῇ ἀμέσως εἰς τὴν ψήφισιν τοῦ σχετικοῦ νομοσχεδίου, ὥστε οἱ ὑπάλληλοι νὰ ἀπαλλαγοῦν ἐκ τῆς δυσχεροῦς θέσεως.	[806, 1229, 1046, 1318]
ad-text: ΚΕΝΤΡΙΚΟΝ ΠΡΑΤΗΡΙΟΝ ΕΝΑΝΤΙ ΧΡΗΜΑΤΙΣΤΗΡΙΟΥ	[379, 969, 721, 983]
section-heading: Ο ΒΑΣΙΛΕΥΣ ΔΕΝ ΘΕΛΕΙ ΕΚΛΟΓΑΣ	[1353, 402, 1539, 413]
news-paragraph: Μέχρις οὗ ἡ ἐπιτροπὴ τῶν ὑπαλλήλων ὑπέβαλε τὴν πρότασιν ὅπως ἡ αὔξησις τῶν μισθῶν γίνῃ κλιμακωτῶς, ἀρχομένη ἀπὸ τῶν κατωτέρων βαθμῶν, οἵτινες ὑποφέρουν περισσότερον ἐκ τῆς ἀκριβείας.	[806, 1421, 1046, 1510]
section-heading: ΜΙΑ ΛΟΓΙΚΗ ΠΡΟΤΑΣΙΣ ΤΩΝ ΥΠΑΛΛΗΛΩΝ	[1101, 1733, 1271, 1759]
news-paragraph: Κατὰ τὰς πληροφορίας τῶν ἐφημερίδων, ὁ κ. Μακδόναλδ θὰ ζητήσῃ παρὰ τῆς Γαλλίας τὴν ταχεῖαν ἐκκένωσιν τοῦ Ρούρ.	[806, 766, 1046, 825]
ad-text: Ἡ Σύφιλις ἀποκλειστικῶς δι' ἐνέσεων τοῦ νέου ἀποτελεσματικωτάτου ΒΙΣΜΟΥΘΙΟΥ. Ὧραι ἐπισκέψεων 9–12 π.μ. 5–8 μ.μ.	[564, 451, 788, 510]
headline: Ο ΜΑΚΔΟΝΑΛΔ ΘΑ ΖΗΤΗΣΗ ΤΗΝ ΕΚΚΕΝΩΣΙΝ ΤΟΥ ΡΟΥΡ	[876, 232, 1496, 256]
classified-ad-heading: ΚΡΑΣΙΑ ΡΕΤΣΙΝΑΤΑ	[55, 1138, 209, 1152]
ad-heading: ΡΕΚΟΡ ΤΑΧΥΤΗΤΟΣ	[336, 241, 509, 260]
ad-text: Ὁ ἐφευρέτης κ. Ι. ΠΡΟΜΠΟΝΑΣ δέχεται τοὺς πάσχοντας ἐν τῷ γραφείῳ του 9–12 καὶ 4–7.	[316, 1876, 784, 1905]
masthead-rule	[55, 89, 1565, 124]
newspaper-name: ΕΜΠΡΟΣ	[705, 89, 838, 108]
classifieds-heading: ΑΓΟΡΑΙ ΚΑΙ ΠΩΛΗΣΕΙΣ	[91, 949, 254, 964]
classified-ad-heading: ΖΗΤΕΙΤΑΙ	[55, 1284, 114, 1298]
column-ads-left	[300, 130, 545, 850]
divider	[55, 1509, 290, 1510]
ad-box	[300, 504, 545, 588]
news-paragraph: Ὁ πρωθυπουργὸς κ. Σοφούλης ἐδέχθη χθὲς τὴν πρωΐαν τὴν ἐπιτροπὴν τῶν δημοσίων ὑπαλλήλων, ἡ ὁποία τοῦ ἐξέθεσε τὰ αἰτήματα τῆς τάξεως καὶ ἰδίως τὸ ζήτημα τῆς αὐξήσεως τῶν μισθῶν.	[806, 1598, 1046, 1687]
ad-heading: ΑΦΡΟΔΙΣΙΑ-ΔΕΡΜΑΤΙΚΑ ΝΕΑΙ ΘΕΡΑΠΕΙΑΙ	[583, 419, 769, 451]
news-paragraph: Μέχρις οὗ ἡ ἐπιτροπὴ τῶν ὑπαλλήλων ὑπέβαλε τὴν πρότασιν ὅπως ἡ αὔξησις τῶν μισθῶν γίνῃ κλιμακωτῶς, ἀρχομένη ἀπὸ τῶν κατωτέρων βαθμῶν, οἵτινες ὑποφέρουν περισσότερον ἐκ τῆς ἀκριβείας.	[1066, 1556, 1306, 1645]
classified-ad-text: δύο δωμάτια μὲ ἡλεκτρικόν φῶς καὶ χρῆσιν μαγειρείου.	[55, 1516, 290, 1545]
divider	[55, 1277, 290, 1278]
classified-ad-heading: ΧΩΡΙΣ ΑΕΡΑ ΕΝΟΙΚΙΑΖΟΝΤΑΙ	[55, 1342, 290, 1356]
